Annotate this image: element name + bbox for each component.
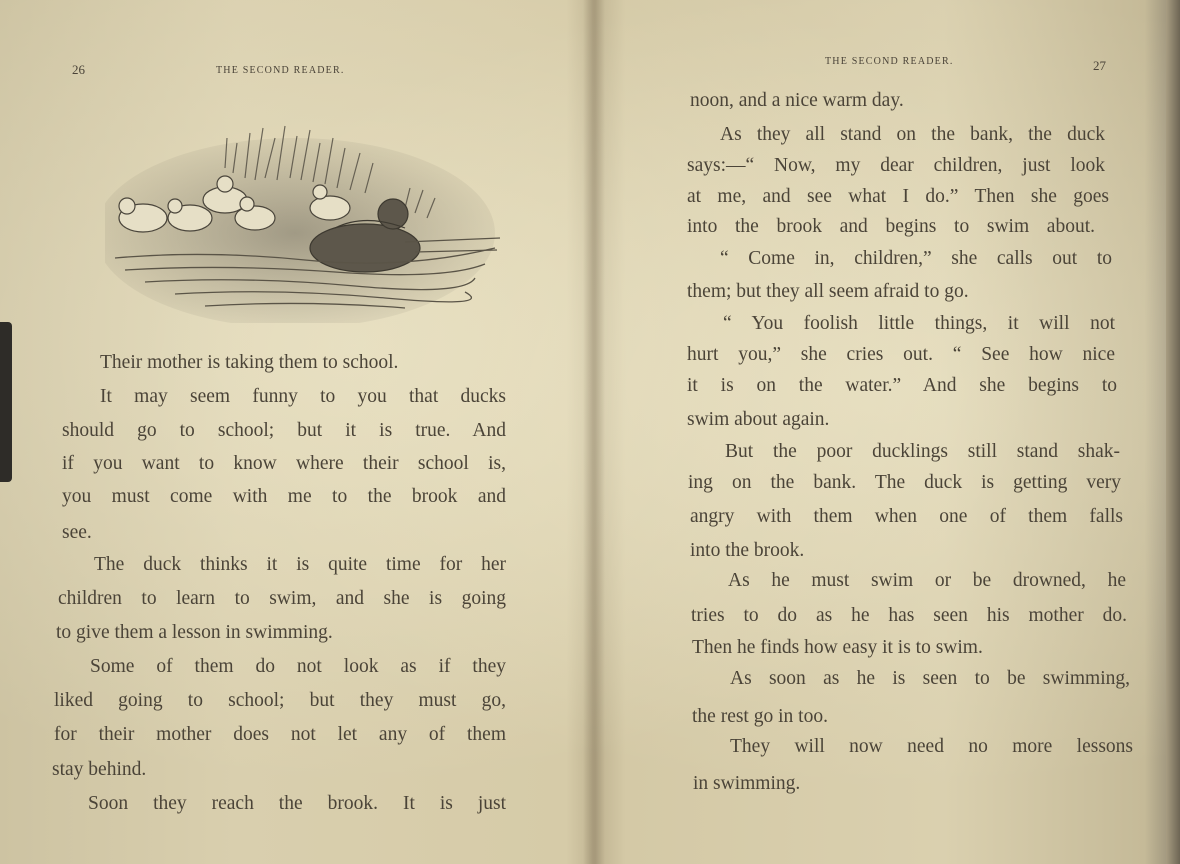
text-line: As they all stand on the bank, the duck (720, 124, 1105, 145)
text-line: But the poor ducklings still stand shak- (725, 441, 1120, 462)
text-line: for their mother does not let any of them (54, 724, 506, 745)
text-line: hurt you,” she cries out. “ See how nice (687, 344, 1115, 365)
text-line: stay behind. (52, 759, 147, 780)
text-line: into the brook. (690, 540, 805, 561)
running-head: THE SECOND READER. (825, 56, 954, 67)
text-line: at me, and see what I do.” Then she goes (687, 186, 1109, 207)
text-line: you must come with me to the brook and (62, 486, 506, 507)
text-line: “ Come in, children,” she calls out to (720, 248, 1112, 269)
text-line: Some of them do not look as if they (90, 656, 506, 677)
right-page (595, 0, 1180, 864)
text-line: It may seem funny to you that ducks (100, 386, 506, 407)
running-head: THE SECOND READER. (216, 65, 345, 76)
page-number: 27 (1093, 58, 1106, 73)
text-line: angry with them when one of them falls (690, 506, 1123, 527)
text-line: see. (62, 522, 92, 543)
text-line: Their mother is taking them to school. (100, 352, 399, 373)
text-line: children to learn to swim, and she is going (58, 588, 506, 609)
text-line: swim about again. (687, 409, 830, 430)
text-line: says:—“ Now, my dear children, just look (687, 155, 1105, 176)
text-line: As soon as he is seen to be swimming, (730, 668, 1130, 689)
text-line: They will now need no more lessons (730, 736, 1133, 757)
text-line: it is on the water.” And she begins to (687, 375, 1117, 396)
text-line: The duck thinks it is quite time for her (94, 554, 506, 575)
text-line: “ You foolish little things, it will not (723, 313, 1115, 334)
text-line: to give them a lesson in swimming. (56, 622, 333, 643)
text-line: the rest go in too. (692, 706, 828, 727)
ducks-on-pond-engraving-icon (105, 118, 505, 323)
text-line: liked going to school; but they must go, (54, 690, 506, 711)
text-line: As he must swim or be drowned, he (728, 570, 1126, 591)
text-line: in swimming. (693, 773, 801, 794)
text-line: into the brook and begins to swim about. (687, 216, 1095, 237)
text-line: noon, and a nice warm day. (690, 90, 904, 111)
text-line: if you want to know where their school is, (62, 453, 506, 474)
text-line: them; but they all seem afraid to go. (687, 281, 969, 302)
text-line: Then he finds how easy it is to swim. (692, 637, 983, 658)
text-line: Soon they reach the brook. It is just (88, 793, 506, 814)
text-line: tries to do as he has seen his mother do. (691, 605, 1127, 626)
page-number: 26 (72, 62, 85, 77)
text-line: ing on the bank. The duck is getting very (688, 472, 1121, 493)
text-line: should go to school; but it is true. And (62, 420, 506, 441)
